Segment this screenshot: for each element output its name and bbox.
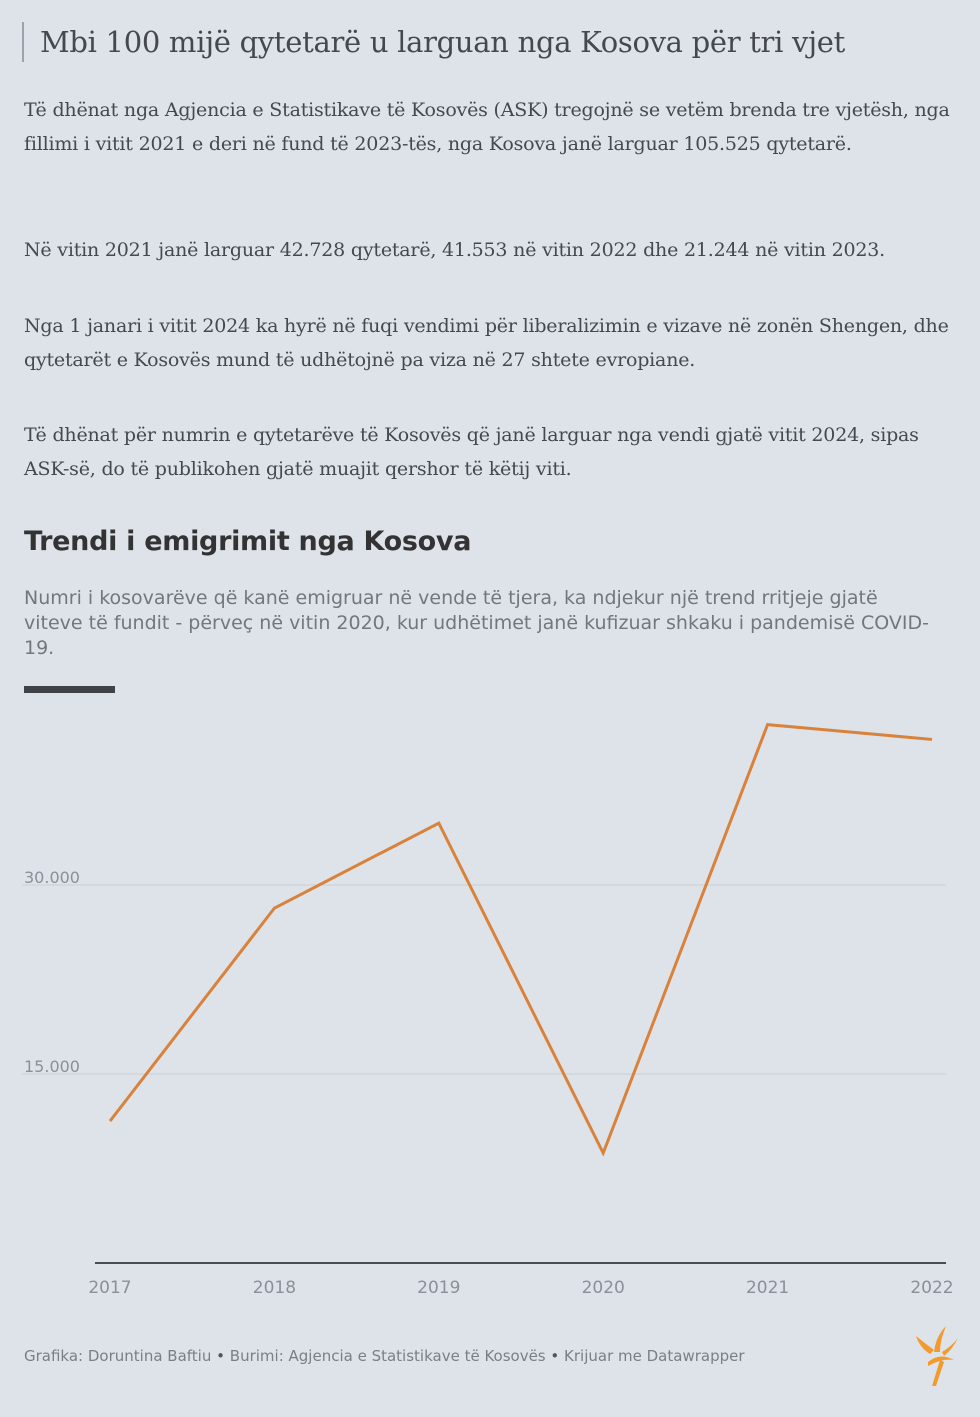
- paragraph-4: Të dhënat për numrin e qytetarëve të Kosovës që janë larguar nga vendi gjatë vitit 2024, sipas ASK-së, do të publikohen gjatë muajit qershor të këtij viti.: [24, 424, 919, 480]
- y-tick-label: 15.000: [24, 1057, 80, 1076]
- y-tick-label: 30.000: [24, 868, 80, 887]
- footer-credit: Grafika: Doruntina Baftiu: [24, 1347, 212, 1365]
- paragraph-1: Të dhënat nga Agjencia e Statistikave të Kosovës (ASK) tregojnë se vetëm brenda tre vjetësh, nga fillimi i vitit 2021 e deri në fund të 2023-tës, nga Kosova janë larguar 105.525 qytetarë.: [24, 99, 950, 155]
- paragraph-3: Nga 1 janari i vitit 2024 ka hyrë në fuqi vendimi për liberalizimin e vizave në zonën Shengen, dhe qytetarët e Kosovës mund të udhëtojnë pa viza në 27 shtete evropiane.: [24, 315, 949, 371]
- footer: [24, 1347, 745, 1365]
- x-tick-label: 2017: [88, 1278, 132, 1298]
- footer-source: Burimi: Agjencia e Statistikave të Kosovës: [229, 1347, 546, 1365]
- legend-bar: [24, 686, 115, 693]
- series-line: [110, 725, 932, 1153]
- chart-subtitle: Numri i kosovarëve që kanë emigruar në vende të tjera, ka ndjekur një trend rritjeje gjatë viteve të fundit - përveç në vitin 2020, kur udhëtimet janë kufizuar shkaku i pandemisë COVID-19.: [24, 587, 929, 659]
- chart-title: Trendi i emigrimit nga Kosova: [24, 526, 472, 557]
- footer-separator: •: [216, 1347, 225, 1365]
- x-tick-label: 2021: [745, 1278, 790, 1298]
- rfe-torch-logo-icon: [910, 1322, 960, 1388]
- x-tick-label: 2018: [252, 1278, 297, 1298]
- headline: Mbi 100 mijë qytetarë u larguan nga Kosova për tri vjet: [22, 22, 980, 62]
- footer-tool: Krijuar me Datawrapper: [564, 1347, 745, 1365]
- x-tick-label: 2020: [581, 1278, 625, 1298]
- line-chart: [0, 700, 980, 1310]
- footer-separator: •: [550, 1347, 560, 1365]
- paragraph-2: Në vitin 2021 janë larguar 42.728 qytetarë, 41.553 në vitin 2022 dhe 21.244 në vitin 2023.: [24, 239, 885, 261]
- x-tick-label: 2022: [910, 1278, 954, 1298]
- x-tick-label: 2019: [417, 1278, 461, 1298]
